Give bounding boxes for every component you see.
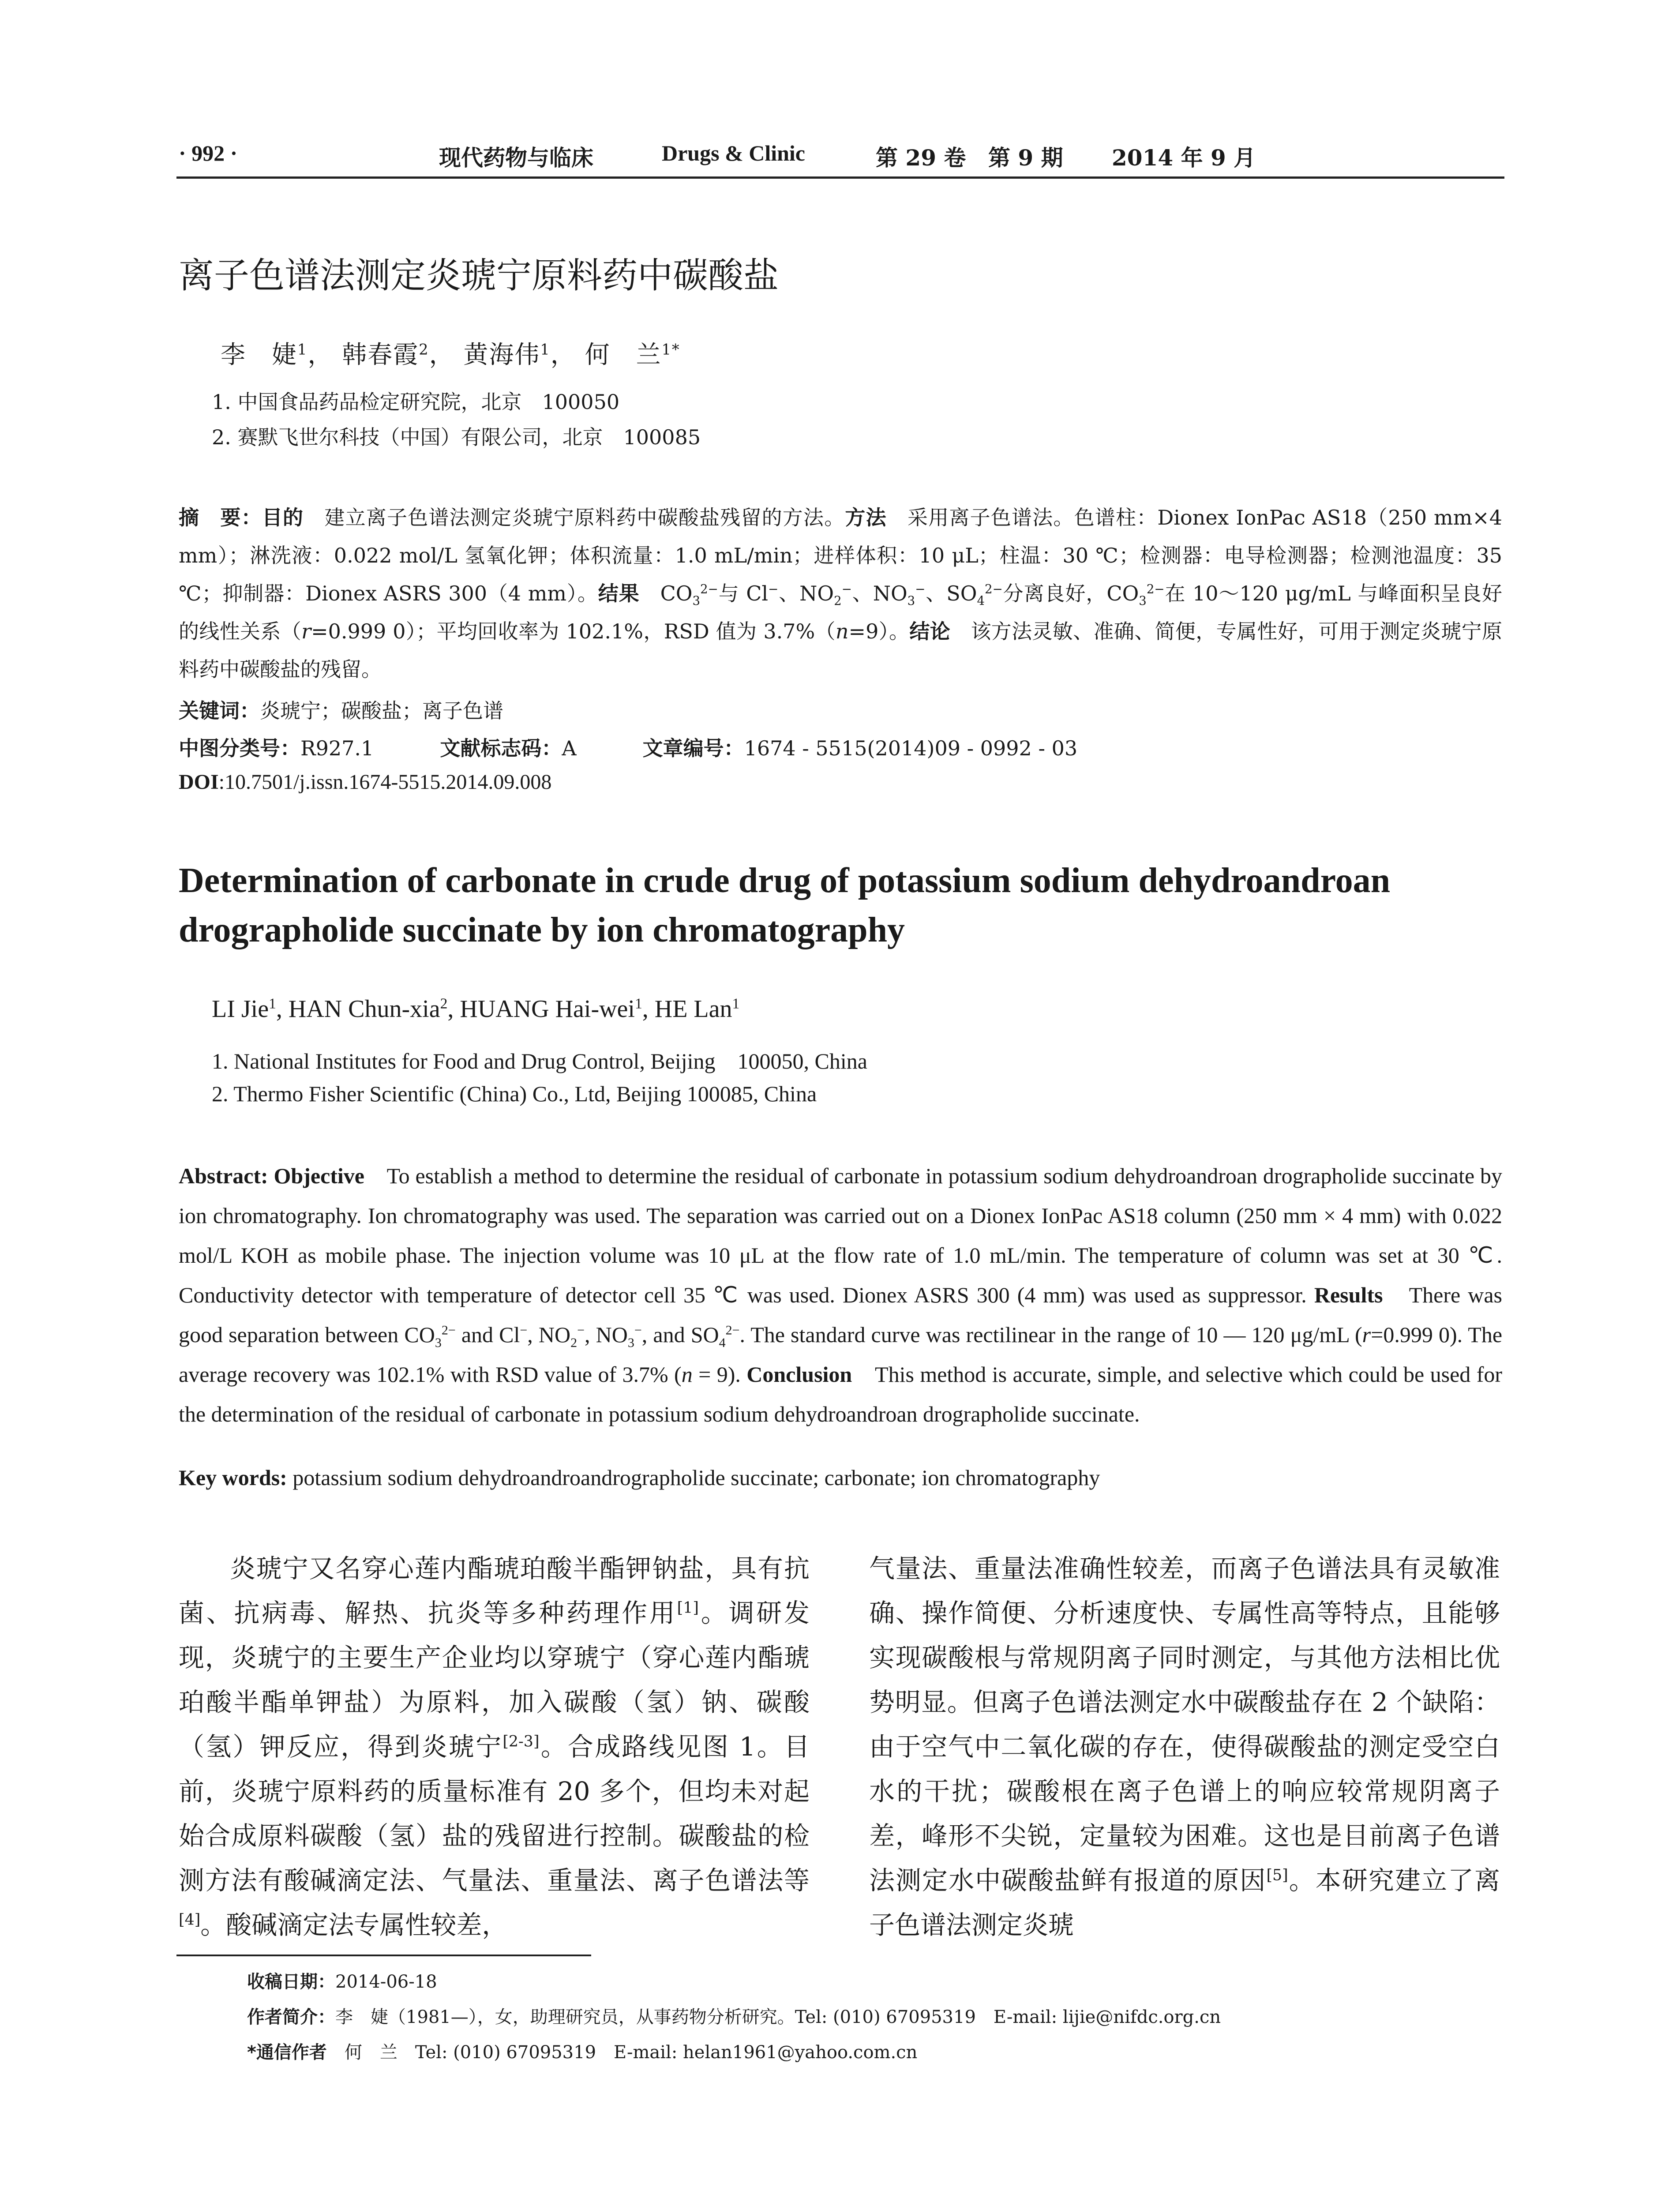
author-en: LI Jie bbox=[212, 995, 269, 1023]
classification-line: 中图分类号：R927.1 文献标志码：A 文章编号：1674 - 5515(2014)09 - 0992 - 03 bbox=[179, 736, 1078, 760]
page-number: · 992 · bbox=[179, 141, 238, 165]
title-en: Determination of carbonate in crude drug of potassium sodium dehydroandroan drographolide succinate by ion chromatography bbox=[179, 861, 1391, 949]
doi-line: DOI:10.7501/j.issn.1674-5515.2014.09.008 bbox=[179, 770, 552, 794]
affiliation-cn-1: 1. 中国食品药品检定研究院，北京 100050 bbox=[212, 390, 620, 414]
journal-name-en: Drugs & Clinic bbox=[662, 141, 805, 165]
keywords-cn: 关键词：炎琥宁；碳酸盐；离子色谱 bbox=[179, 699, 503, 723]
abstract-en: Abstract: Objective To establish a method to determine the residual of carbonate in potassium sodium dehydroandroan drographolide succinate by ion chromatography. Ion chromatography was used. The separation was carried out on a Dionex IonPac AS18 column (250 mm × 4 mm) with 0.022 mol/L KOH as mobile phase. The injection volume was 10 μL at the flow rate of 1.0 mL/min. The temperature of column was set at 30 ℃. Conductivity detector with temperature of detector cell 35 ℃ was used. Dionex ASRS 300 (4 mm) was used as suppressor. Results There was good separation between $CO_3^{2-}$ and Cl−, $NO_2^-$, $NO_3^-$, and $SO_4^{2-}$. The standard curve was rectilinear in the range of 10 — 120 μg/mL (r=0.999 0). The average recovery was 102.1% with RSD value of 3.7% (n = 9). Conclusion This method is accurate, simple, and selective which could be used for the determination of the residual of carbonate in potassium sodium dehydroandroan drographolide succinate. bbox=[179, 1163, 1503, 1426]
author-cn: 李 婕 bbox=[221, 341, 297, 369]
footnote-author-bio: 作者简介：李 婕（1981—），女，助理研究员，从事药物分析研究。Tel: (010) 67095319 E-mail: lijie@nifdc.org.cn bbox=[247, 2007, 1221, 2027]
author-cn: 黄海伟 bbox=[463, 341, 540, 369]
author-en: HE Lan bbox=[654, 995, 732, 1023]
issue-date: 2014 年 9 月 bbox=[1112, 145, 1256, 171]
title-cn: 离子色谱法测定炎琥宁原料药中碳酸盐 bbox=[179, 255, 779, 296]
footnote-corresponding: *通信作者 何 兰 Tel: (010) 67095319 E-mail: helan1961@yahoo.com.cn bbox=[247, 2042, 918, 2063]
body-column-left bbox=[179, 1546, 810, 1947]
footnote-rule bbox=[176, 1955, 591, 1956]
author-en: HUANG Hai-wei bbox=[460, 995, 635, 1023]
authors-cn: 李 婕$^1$， 韩春霞$^2$， 黄海伟$^1$， 何 兰$^{1*}$ bbox=[221, 341, 680, 369]
header-rule bbox=[176, 176, 1504, 179]
author-cn: 韩春霞 bbox=[342, 341, 419, 369]
keywords-en: Key words: potassium sodium dehydroandroandrographolide succinate; carbonate; ion chromatography bbox=[179, 1465, 1100, 1490]
author-cn: 何 兰 bbox=[585, 341, 662, 369]
authors-en: LI Jie$^1$, HAN Chun-xia$^2$, HUANG Hai-wei$^1$, HE Lan$^1$ bbox=[212, 995, 740, 1023]
author-en: HAN Chun-xia bbox=[288, 995, 440, 1023]
affiliation-en-2: 2. Thermo Fisher Scientific (China) Co., Ltd, Beijing 100085, China bbox=[212, 1081, 817, 1106]
body-paragraph: 炎琥宁又名穿心莲内酯琥珀酸半酯钾钠盐，具有抗菌、抗病毒、解热、抗炎等多种药理作用[1]。调研发现，炎琥宁的主要生产企业均以穿琥宁（穿心莲内酯琥珀酸半酯单钾盐）为原料，加入碳酸（氢）钠、碳酸（氢）钾反应，得到炎琥宁[2-3]。合成路线见图 1。目前，炎琥宁原料药的质量标准有 20 多个，但均未对起始合成原料碳酸（氢）盐的残留进行控制。碳酸盐的检测方法有酸碱滴定法、气量法、重量法、离子色谱法等[4]。酸碱滴定法专属性较差， bbox=[179, 1553, 810, 1940]
journal-name-cn: 现代药物与临床 bbox=[439, 145, 593, 171]
issue: 第 9 期 bbox=[988, 145, 1063, 171]
affiliation-cn-2: 2. 赛默飞世尔科技（中国）有限公司，北京 100085 bbox=[212, 425, 701, 449]
body-paragraph: 气量法、重量法准确性较差，而离子色谱法具有灵敏准确、操作简便、分析速度快、专属性高等特点，且能够实现碳酸根与常规阴离子同时测定，与其他方法相比优势明显。但离子色谱法测定水中碳酸盐存在 2 个缺陷：由于空气中二氧化碳的存在，使得碳酸盐的测定受空白水的干扰；碳酸根在离子色谱上的响应较常规阴离子差，峰形不尖锐，定量较为困难。这也是目前离子色谱法测定水中碳酸盐鲜有报道的原因[5]。本研究建立了离子色谱法测定炎琥 bbox=[869, 1553, 1500, 1940]
body-column-right bbox=[869, 1546, 1500, 1947]
footnote-received: 收稿日期：2014-06-18 bbox=[247, 1972, 437, 1992]
abstract-cn: 摘 要：目的 建立离子色谱法测定炎琥宁原料药中碳酸盐残留的方法。方法 采用离子色谱法。色谱柱：Dionex IonPac AS18（250 mm×4 mm）；淋洗液：0.022 mol/L 氢氧化钾；体积流量：1.0 mL/min；进样体积：10 μL；柱温：30 ℃；检测器：电导检测器；检测池温度：35 ℃；抑制器：Dionex ASRS 300（4 mm）。结果 $CO_3^{2-}$与 Cl−、$NO_2^-$、$NO_3^-$、$SO_4^{2-}$分离良好，$CO_3^{2-}$在 10～120 μg/mL 与峰面积呈良好的线性关系（r=0.999 0）；平均回收率为 102.1%，RSD 值为 3.7%（n=9）。结论 该方法灵敏、准确、简便，专属性好，可用于测定炎琥宁原料药中碳酸盐的残留。 bbox=[179, 506, 1503, 681]
affiliation-en-1: 1. National Institutes for Food and Drug Control, Beijing 100050, China bbox=[212, 1049, 867, 1073]
volume: 第 29 卷 bbox=[876, 145, 966, 171]
